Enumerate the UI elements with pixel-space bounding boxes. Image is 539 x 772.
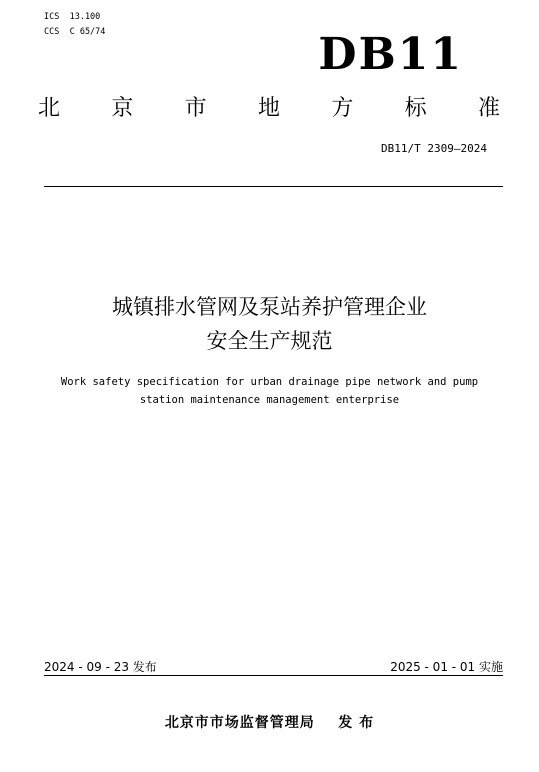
issuing-authority: 北京市市场监督管理局 发 布 — [164, 715, 375, 731]
english-title-line-1: Work safety specification for urban drainage pipe network and pump — [60, 376, 479, 388]
ics-code: ICS 13.100 — [44, 12, 101, 22]
implementation-date: 2025 - 01 - 01 实施 — [390, 660, 503, 674]
chinese-title-line-1: 城镇排水管网及泵站养护管理企业 — [112, 295, 427, 319]
standard-type-char: 市 — [184, 96, 207, 121]
standard-type-char: 地 — [257, 96, 280, 121]
db11-logo: DB11 — [318, 29, 463, 80]
standard-type-char: 准 — [477, 96, 500, 121]
chinese-title-line-2: 安全生产规范 — [206, 329, 333, 353]
ccs-code: CCS C 65/74 — [44, 27, 106, 37]
standard-type-char: 京 — [111, 96, 134, 121]
standard-type-char: 北 — [38, 96, 61, 121]
footer-divider — [44, 675, 503, 676]
english-title-line-2: station maintenance management enterprise — [139, 394, 400, 406]
standard-number: DB11/T 2309—2024 — [381, 142, 487, 155]
standard-type-heading — [38, 94, 500, 124]
header-divider — [44, 186, 503, 187]
issue-date: 2024 - 09 - 23 发布 — [44, 660, 157, 674]
standard-type-char: 方 — [331, 96, 354, 121]
standard-type-char: 标 — [404, 96, 427, 121]
